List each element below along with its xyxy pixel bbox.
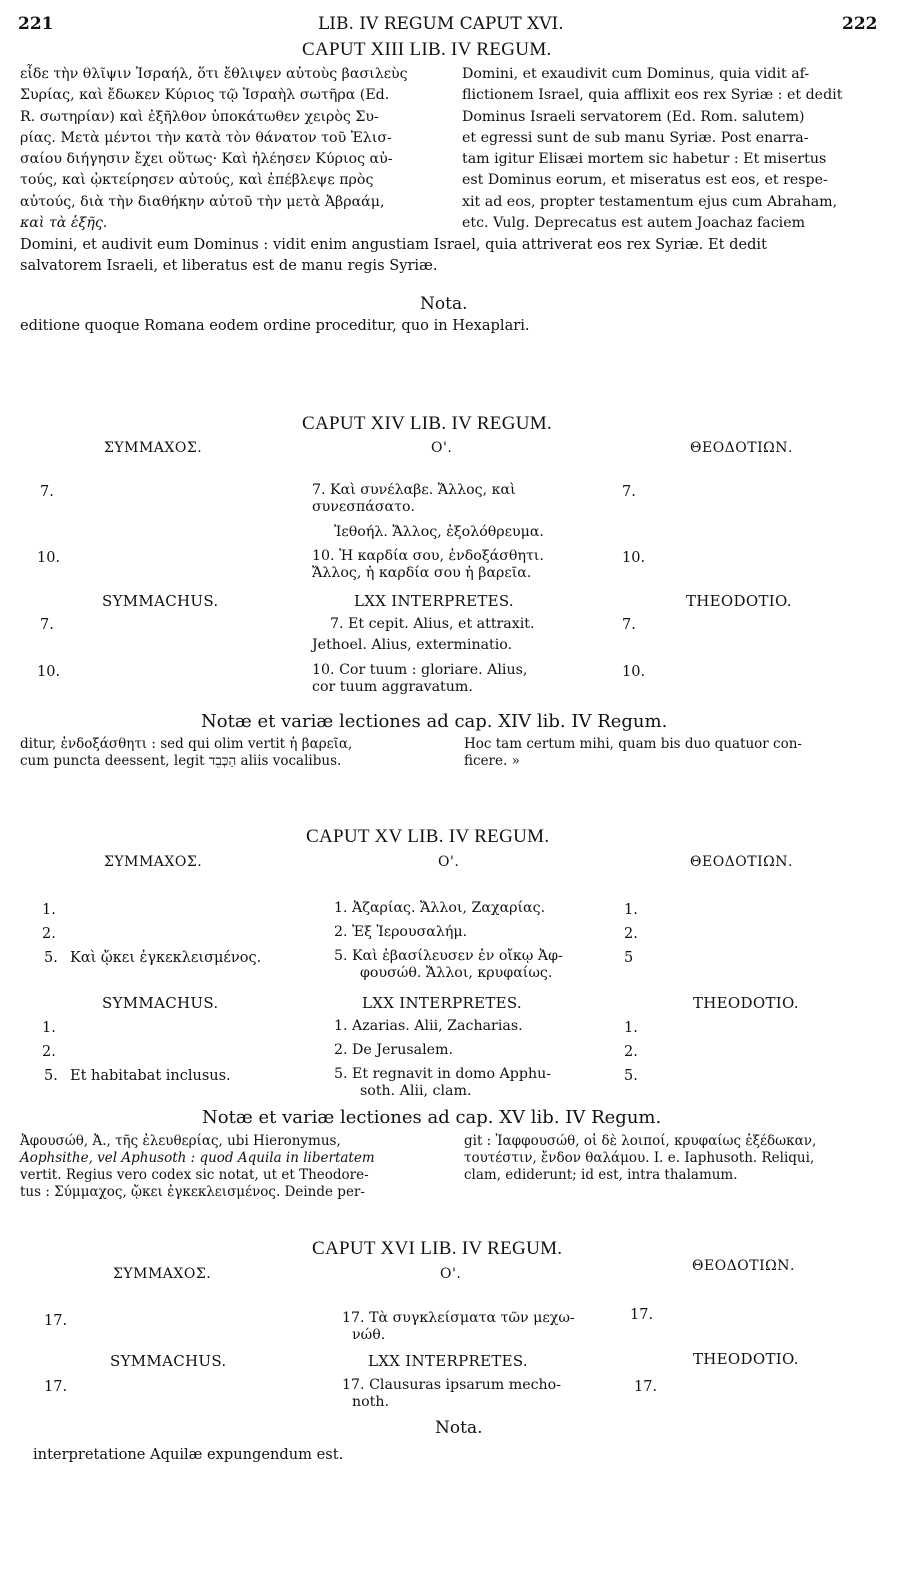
cap13-nota-text: editione quoque Romana eodem ordine proceditur, quo in Hexaplari.: [20, 317, 530, 334]
lxx-latin-reading: [334, 1018, 624, 1035]
cap15-theo-latin-heading: THEODOTIO.: [693, 994, 799, 1012]
theo-verse-number: 7.: [622, 617, 636, 633]
lxx-greek-reading: [342, 1310, 632, 1344]
lxx-latin-reading: [334, 1066, 624, 1100]
reading-line: συνεσπάσατο.: [312, 499, 416, 515]
theo-verse-number: 10.: [622, 664, 646, 680]
verse-number: 1.: [42, 902, 56, 918]
greek-line: αὐτούς, διὰ τὴν διαθήκην αὐτοῦ τὴν μετὰ Ἀβραάμ,: [20, 193, 385, 210]
verse-number: 1.: [42, 1020, 56, 1036]
cap13-nota-title: Nota.: [420, 294, 468, 314]
cap14-lxx-latin-heading: LXX INTERPRETES.: [354, 592, 514, 610]
latin-line: xit ad eos, propter testamentum ejus cum Abraham,: [462, 193, 838, 210]
note-line: Aophsithe, vel Aphusoth : quod Aquila in libertatem: [20, 1150, 375, 1166]
cap15-lxx-heading: Ο'.: [438, 854, 460, 870]
note-line: cum puncta deessent, legit הַכְּבֵד aliis vocalibus.: [20, 753, 342, 769]
cap14-lxx-heading: Ο'.: [431, 440, 453, 456]
cap15-notes-right: [464, 1133, 890, 1184]
cap15-sym-heading: ΣΥΜΜΑΧΟΣ.: [104, 854, 203, 870]
latin-line: etc. Vulg. Deprecatus est autem Joachaz faciem: [462, 215, 806, 232]
verse-number: 5.: [44, 950, 58, 966]
reading-line: 1. Azarias. Alii, Zacharias.: [334, 1018, 523, 1034]
cap13-title: CAPUT XIII LIB. IV REGUM.: [302, 39, 552, 60]
lxx-latin-reading: [342, 1377, 632, 1411]
verse-number: 2.: [42, 926, 56, 942]
greek-line: τούς, καὶ ᾠκτείρησεν αὐτούς, καὶ ἐπέβλεψε πρὸς: [20, 172, 374, 189]
cap14-notes-left: [20, 736, 450, 770]
reading-line: 5. Καὶ ἐβασίλευσεν ἐν οἴκῳ Ἀφ-: [334, 948, 563, 964]
greek-line: Συρίας, καὶ ἔδωκεν Κύριος τῷ Ἰσραὴλ σωτῆρα (Ed.: [20, 87, 390, 104]
cap16-lxx-heading: Ο'.: [440, 1266, 462, 1282]
verse-number: 17.: [44, 1379, 68, 1395]
cap14-title: CAPUT XIV LIB. IV REGUM.: [302, 413, 552, 434]
cap15-theo-heading: ΘΕΟΔΟΤΙΩΝ.: [690, 854, 793, 870]
reading-line: 2. De Jerusalem.: [334, 1042, 453, 1058]
reading-line: 7. Et cepit. Alius, et attraxit.: [330, 616, 535, 632]
greek-line: καὶ τὰ ἑξῆς.: [20, 215, 108, 232]
note-line: vertit. Regius vero codex sic notat, ut et Theodore-: [20, 1167, 369, 1183]
latin-line: flictionem Israel, quia afflixit eos rex Syriæ : et dedit: [462, 87, 843, 104]
cap16-nota-title: Nota.: [435, 1418, 483, 1438]
reading-line: Jethoel. Alius, exterminatio.: [312, 637, 513, 653]
cap13-full-text: [20, 234, 890, 276]
verse-number: 17.: [44, 1313, 68, 1329]
reading-line: 1. Ἀζαρίας. Ἄλλοι, Ζαχαρίας.: [334, 900, 546, 916]
full-line: salvatorem Israeli, et liberatus est de manu regis Syriæ.: [20, 257, 438, 274]
theo-verse-number: 17.: [634, 1379, 658, 1395]
reading-line: soth. Alii, clam.: [360, 1083, 472, 1099]
cap14-notes-right: [464, 736, 890, 770]
cap15-notes-title: Notæ et variæ lectiones ad cap. XV lib. IV Regum.: [202, 1107, 662, 1128]
theo-verse-number: 1.: [624, 1020, 638, 1036]
cap16-sym-latin-heading: SYMMACHUS.: [110, 1352, 227, 1370]
lxx-greek-reading: [312, 548, 602, 582]
lxx-greek-reading: [312, 482, 602, 516]
reading-line: cor tuum aggravatum.: [312, 679, 473, 695]
cap13-greek-column: [20, 64, 445, 234]
running-title: LIB. IV REGUM CAPUT XVI.: [318, 14, 564, 34]
note-line: git : Ἰαφφουσώθ, οἱ δὲ λοιποί, κρυφαίως ἐξέδωκαν,: [464, 1133, 817, 1149]
reading-line: Ἄλλος, ἡ καρδία σου ἡ βαρεῖα.: [312, 565, 532, 581]
note-line: Ἀφουσώθ, Ἀ., τῆς ἐλευθερίας, ubi Hieronymus,: [20, 1133, 341, 1149]
note-line: τουτέστιν, ἔνδον θαλάμου. I. e. Iaphusoth. Reliqui,: [464, 1150, 815, 1166]
latin-line: tam igitur Elisæi mortem sic habetur : Et misertus: [462, 151, 827, 168]
lxx-latin-reading: [312, 662, 602, 696]
reading-line: noth.: [352, 1394, 390, 1410]
greek-line: σαίου διήγησιν ἔχει οὕτως· Καὶ ἠλέησεν Κύριος αὐ-: [20, 151, 393, 168]
reading-line: 17. Clausuras ipsarum mecho-: [342, 1377, 562, 1393]
reading-line: 10. Cor tuum : gloriare. Alius,: [312, 662, 528, 678]
note-line: ditur, ἐνδοξάσθητι : sed qui olim vertit ἡ βαρεῖα,: [20, 736, 353, 752]
cap14-theo-heading: ΘΕΟΔΟΤΙΩΝ.: [690, 440, 793, 456]
note-line: clam, ediderunt; id est, intra thalamum.: [464, 1167, 738, 1183]
cap16-title: CAPUT XVI LIB. IV REGUM.: [312, 1238, 563, 1259]
latin-line: et egressi sunt de sub manu Syriæ. Post enarra-: [462, 129, 809, 146]
lxx-greek-reading: [334, 524, 624, 541]
lxx-greek-reading: [334, 924, 624, 941]
lxx-latin-reading: [334, 1042, 624, 1059]
theo-verse-number: 5: [624, 950, 634, 966]
verse-number: 7.: [40, 484, 54, 500]
cap15-lxx-latin-heading: LXX INTERPRETES.: [362, 994, 522, 1012]
lxx-greek-reading: [334, 948, 624, 982]
reading-line: Ἰεθοήλ. Ἄλλος, ἐξολόθρευμα.: [334, 524, 544, 540]
cap16-theo-latin-heading: THEODOTIO.: [693, 1350, 799, 1368]
verse-number: 10.: [37, 664, 61, 680]
cap16-nota-text: interpretatione Aquilæ expungendum est.: [33, 1446, 344, 1463]
note-line: Hoc tam certum mihi, quam bis duo quatuor con-: [464, 736, 802, 752]
cap16-theo-heading: ΘΕΟΔΟΤΙΩΝ.: [692, 1258, 795, 1274]
cap16-sym-heading: ΣΥΜΜΑΧΟΣ.: [113, 1266, 212, 1282]
verse-number: 7.: [40, 617, 54, 633]
sym-reading: Καὶ ᾤκει ἐγκεκλεισμένος.: [70, 950, 262, 966]
verse-number: 10.: [37, 550, 61, 566]
cap15-title: CAPUT XV LIB. IV REGUM.: [306, 826, 550, 847]
reading-line: 17. Τὰ συγκλείσματα τῶν μεχω-: [342, 1310, 575, 1326]
latin-line: Dominus Israeli servatorem (Ed. Rom. salutem): [462, 108, 805, 125]
greek-line: ρίας. Μετὰ μέντοι τὴν κατὰ τὸν θάνατον τοῦ Ἐλισ-: [20, 129, 392, 146]
sym-reading: Et habitabat inclusus.: [70, 1068, 231, 1084]
reading-line: 7. Καὶ συνέλαβε. Ἄλλος, καὶ: [312, 482, 516, 498]
verse-number: 5.: [44, 1068, 58, 1084]
reading-line: νώθ.: [352, 1327, 386, 1343]
theo-verse-number: 10.: [622, 550, 646, 566]
reading-line: 10. Ἡ καρδία σου, ἐνδοξάσθητι.: [312, 548, 544, 564]
lxx-latin-reading: [330, 616, 620, 633]
left-page-number: 221: [18, 14, 54, 34]
theo-verse-number: 2.: [624, 1044, 638, 1060]
lxx-latin-reading: [312, 637, 602, 654]
latin-line: est Dominus eorum, et miseratus est eos, et respe-: [462, 172, 828, 189]
lxx-greek-reading: [334, 900, 624, 917]
full-line: Domini, et audivit eum Dominus : vidit enim angustiam Israel, quia attriverat eos rex Syriæ. Et dedit: [20, 236, 767, 253]
reading-line: 2. Ἐξ Ἱερουσαλήμ.: [334, 924, 468, 940]
note-line: tus : Σύμμαχος, ᾤκει ἐγκεκλεισμένος. Deinde per-: [20, 1184, 365, 1200]
greek-line: R. σωτηρίαν) καὶ ἐξῆλθον ὑποκάτωθεν χειρὸς Συ-: [20, 108, 379, 125]
cap16-lxx-latin-heading: LXX INTERPRETES.: [368, 1352, 528, 1370]
cap15-sym-latin-heading: SYMMACHUS.: [102, 994, 219, 1012]
cap15-notes-left: [20, 1133, 450, 1201]
cap14-sym-latin-heading: SYMMACHUS.: [102, 592, 219, 610]
cap14-notes-title: Notæ et variæ lectiones ad cap. XIV lib. IV Regum.: [201, 711, 668, 732]
greek-line: εἶδε τὴν θλῖψιν Ἰσραήλ, ὅτι ἔθλιψεν αὐτοὺς βασιλεὺς: [20, 66, 408, 82]
theo-verse-number: 17.: [630, 1307, 654, 1323]
theo-verse-number: 2.: [624, 926, 638, 942]
reading-line: 5. Et regnavit in domo Apphu-: [334, 1066, 552, 1082]
cap14-sym-heading: ΣΥΜΜΑΧΟΣ.: [104, 440, 203, 456]
cap13-latin-column: [462, 64, 888, 234]
reading-line: φουσώθ. Ἄλλοι, κρυφαίως.: [360, 965, 553, 981]
latin-line: Domini, et exaudivit cum Dominus, quia vidit af-: [462, 66, 810, 82]
note-line: ficere. »: [464, 753, 520, 769]
theo-verse-number: 5.: [624, 1068, 638, 1084]
verse-number: 2.: [42, 1044, 56, 1060]
theo-verse-number: 1.: [624, 902, 638, 918]
right-page-number: 222: [842, 14, 878, 34]
cap14-theo-latin-heading: THEODOTIO.: [686, 592, 792, 610]
theo-verse-number: 7.: [622, 484, 636, 500]
